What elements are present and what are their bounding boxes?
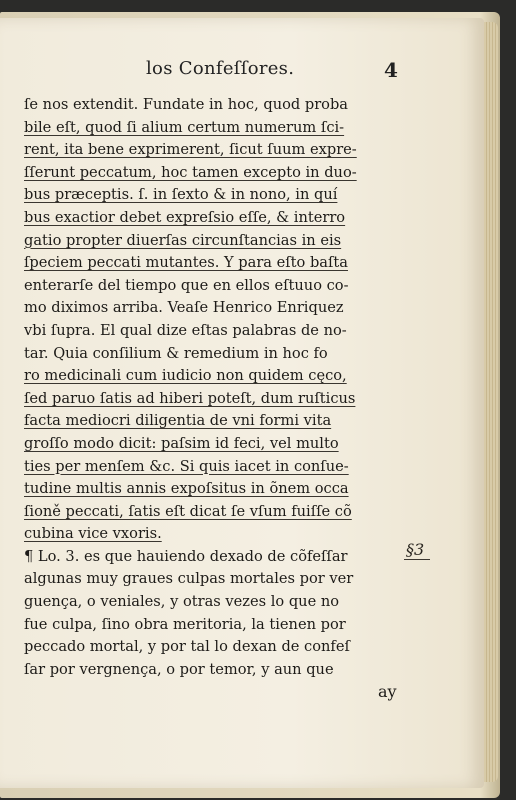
text-line: bile eſt, quod ſi alium certum numerum ſci- — [24, 118, 345, 136]
book-fore-edge — [484, 22, 498, 782]
text-line: ¶ Lo. 3. es que hauiendo dexado de cõfeſſar — [24, 547, 348, 565]
marginal-section-note: §3 — [404, 540, 430, 560]
text-line: cubina vice vxoris. — [24, 525, 162, 543]
text-line: facta mediocri diligentia de vni formi vita — [24, 412, 332, 430]
body-text — [24, 94, 408, 681]
text-line: ſioně peccati, ſatis eſt dicat ſe vſum fuiſſe cõ — [24, 502, 352, 520]
text-line: tar. Quia conſilium & remedium in hoc fo — [24, 344, 328, 362]
running-header: los Confeſſores. — [146, 58, 295, 79]
text-line: algunas muy graues culpas mortales por ver — [24, 570, 354, 588]
text-line: fue culpa, ſino obra meritoria, la tienen por — [24, 615, 346, 633]
text-line: enterarſe del tiempo que en ellos eſtuuo co- — [24, 276, 349, 294]
text-line: ſe nos extendit. Fundate in hoc, quod proba — [24, 96, 349, 113]
text-line: ſed paruo ſatis ad hiberi poteſt, dum ruſticus — [24, 389, 356, 407]
text-line: bus præceptis. ſ. in ſexto & in nono, in quí — [24, 186, 338, 204]
text-line: vbi ſupra. El qual dize eſtas palabras de no- — [24, 321, 347, 339]
page-number: 4 — [384, 58, 398, 82]
text-line: ſpeciem peccati mutantes. Y para eſto baſta — [24, 254, 348, 272]
text-line: mo diximos arriba. Veaſe Henrico Enriquez — [24, 299, 344, 317]
text-line: peccado mortal, y por tal lo dexan de confeſ — [24, 638, 350, 656]
text-line: tudine multis annis expoſsitus in õnem occa — [24, 480, 349, 498]
text-line: gatio propter diuerſas circunſtancias in eis — [24, 231, 342, 249]
text-line: ro medicinali cum iudicio non quidem cęco, — [24, 367, 347, 385]
text-line: groſſo modo dicit: paſsim id feci, vel multo — [24, 434, 339, 452]
text-line: rent, ita bene exprimerent, ſicut ſuum expre- — [24, 141, 357, 159]
text-line: ties per menſem &c. Si quis iacet in conſue- — [24, 457, 349, 475]
text-line: bus exactior debet expreſsio eſſe, & interro — [24, 208, 346, 226]
text-line: guença, o veniales, y otras vezes lo que no — [24, 593, 340, 611]
catchword: ay — [378, 682, 397, 701]
text-line: ſar por vergnença, o por temor, y aun que — [24, 660, 334, 678]
text-line: ſſerunt peccatum, hoc tamen excepto in duo- — [24, 163, 357, 181]
